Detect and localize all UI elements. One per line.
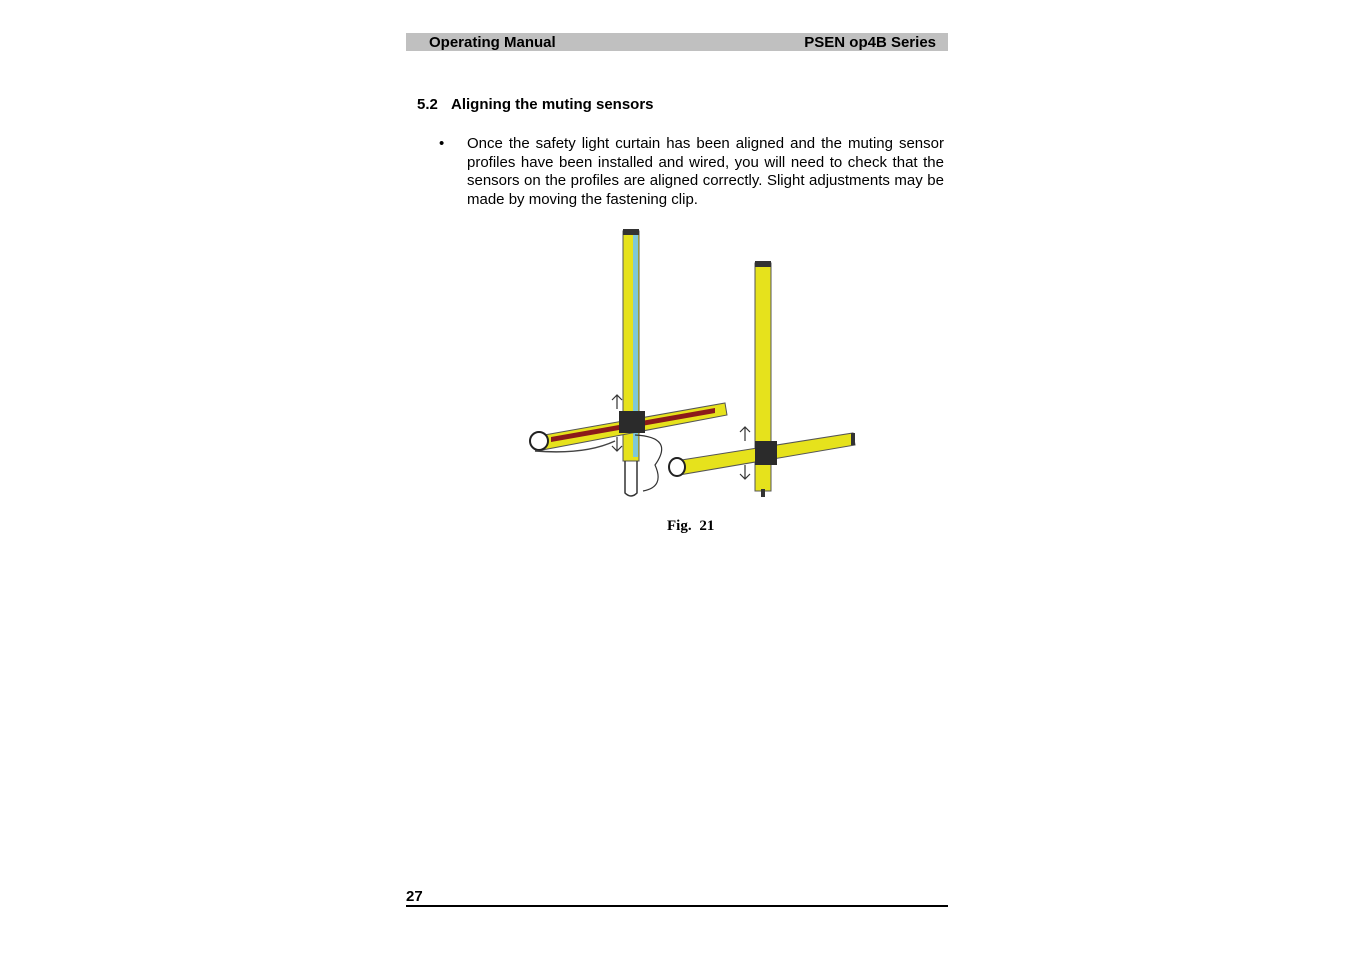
left-fastening-clip [619, 411, 645, 433]
bullet-paragraph: Once the safety light curtain has been aligned and the muting sensor profiles have been installed and wired, you will need to check that the sensors on the profiles are aligned correctly. Slight adjustments may be made by moving the fastening clip. [467, 135, 944, 208]
running-header [406, 33, 948, 51]
figure-caption: Fig. 21 [667, 518, 715, 534]
section-heading [417, 96, 654, 113]
page-number: 27 [406, 888, 423, 905]
section-number: 5.2 [417, 96, 438, 113]
right-fastening-clip [755, 441, 777, 465]
footer-rule [406, 905, 948, 907]
muting-sensor-illustration [525, 225, 865, 505]
section-title: Aligning the muting sensors [451, 96, 654, 113]
left-cable [625, 461, 637, 496]
header-manual-title: Operating Manual [429, 34, 556, 51]
bullet-marker: • [439, 135, 445, 152]
header-product-series: PSEN op4B Series [804, 34, 936, 51]
